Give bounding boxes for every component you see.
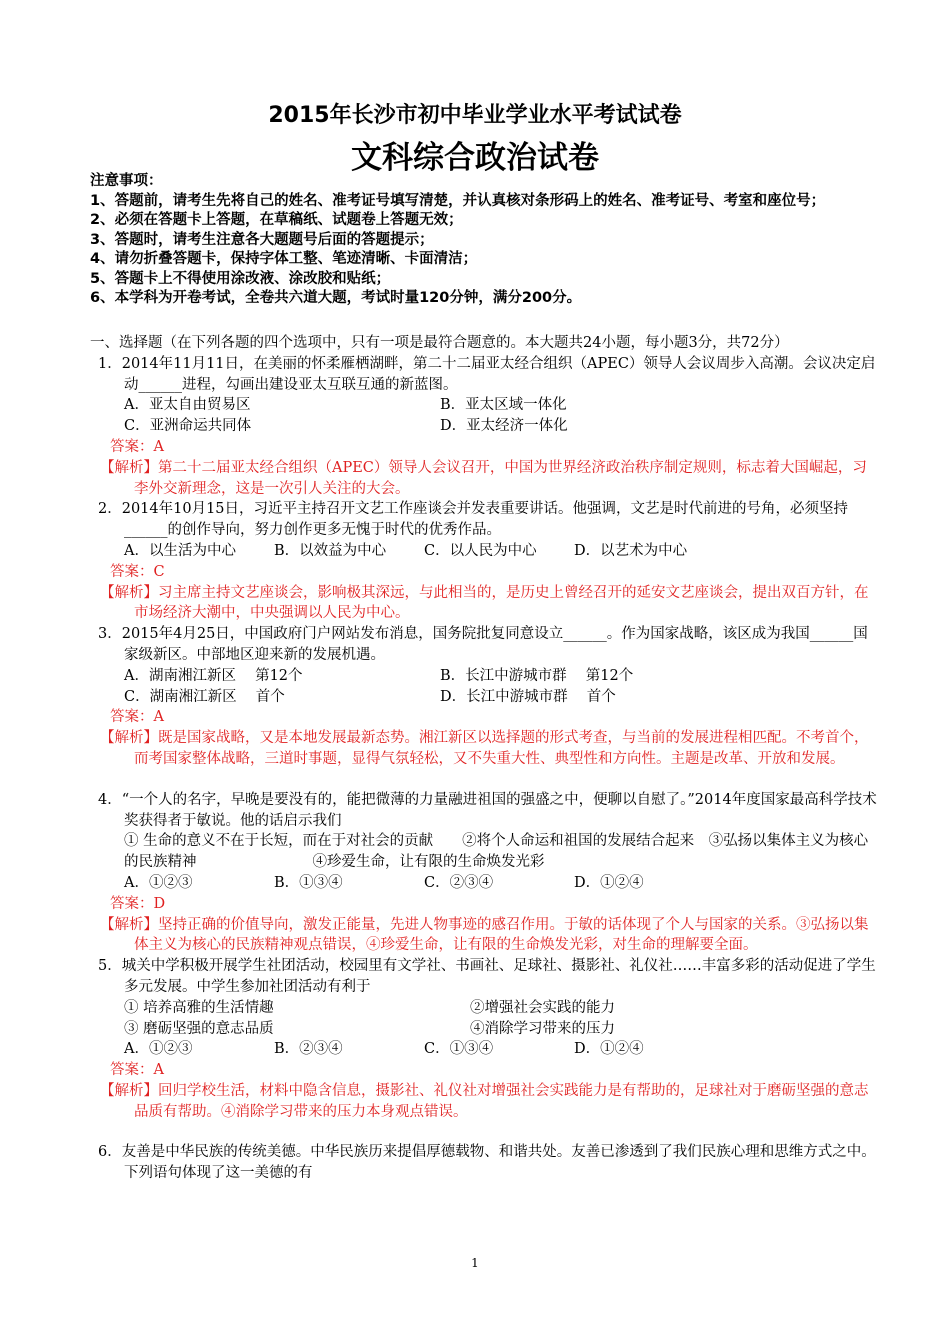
question-3-stem: 3．2015年4月25日，中国政府门户网站发布消息，国务院批复同意设立______。作为国家战略，该区成为我国______国家级新区。中部地区迎来新的发展机遇。 xyxy=(98,626,868,663)
option-a: A．以生活为中心 xyxy=(124,542,236,559)
question-3-options-row1 xyxy=(90,666,880,687)
question-2-options xyxy=(90,541,880,562)
option-b: B．②③④ xyxy=(274,1041,343,1058)
option-d: D．①②④ xyxy=(574,874,644,891)
question-4-answer: 答案：D xyxy=(110,895,166,912)
question-5-explanation: 【解析】回归学校生活，材料中隐含信息，摄影社、礼仪社对增强社会实践能力是有帮助的，足球社对于磨砺坚强的意志品质有帮助。④消除学习带来的压力本身观点错误。 xyxy=(100,1082,869,1120)
statement-2: ②增强社会实践的能力 xyxy=(470,999,615,1016)
option-c: C．以人民为中心 xyxy=(424,542,537,559)
option-a: A．亚太自由贸易区 xyxy=(124,397,251,414)
question-2-explanation: 【解析】习主席主持文艺座谈会，影响极其深远，与此相当的，是历史上曾经召开的延安文艺座谈会，提出双百方针，在市场经济大潮中，中央强调以人民为中心。 xyxy=(100,584,869,622)
option-c: C．亚洲命运共同体 xyxy=(124,418,252,435)
note-item: 5、答题卡上不得使用涂改液、涂改胶和贴纸； xyxy=(90,270,391,287)
note-item: 4、请勿折叠答题卡，保持字体工整、笔迹清晰、卡面清洁； xyxy=(90,251,478,267)
option-a: A．湖南湘江新区 第12个 xyxy=(124,667,303,684)
option-c: C．②③④ xyxy=(424,874,494,891)
option-a: A．①②③ xyxy=(124,874,193,891)
question-3-answer: 答案：A xyxy=(110,709,164,726)
question-4-explanation: 【解析】坚持正确的价值导向，激发正能量，先进人物事迹的感召作用。于敏的话体现了个人与国家的关系。③弘扬以集体主义为核心的民族精神观点错误，④珍爱生命，让有限的生命焕发光彩，对生命的理解要全面。 xyxy=(100,916,869,954)
question-3-options-row2 xyxy=(90,687,880,708)
question-5-stem: 5．城关中学积极开展学生社团活动，校园里有文学社、书画社、足球社、摄影社、礼仪社……丰富多彩的活动促进了学生多元发展。中学生参加社团活动有利于 xyxy=(98,958,876,995)
page-number: 1 xyxy=(471,1256,479,1270)
statement-4: ④消除学习带来的压力 xyxy=(470,1020,615,1037)
question-5-statements-row1 xyxy=(90,998,880,1019)
question-4-statements: ① 生命的意义不在于长短，而在于对社会的贡献 ②将个人命运和祖国的发展结合起来 ③弘扬以集体主义为核心的民族精神 ④珍爱生命，让有限的生命焕发光彩 xyxy=(124,833,869,871)
question-2-stem: 2．2014年10月15日，习近平主持召开文艺工作座谈会并发表重要讲话。他强调，文艺是时代前进的号角，必须坚持______的创作导向，努力创作更多无愧于时代的优秀作品。 xyxy=(98,501,849,539)
question-4-stem: 4．“一个人的名字，早晚是要没有的，能把微薄的力量融进祖国的强盛之中，便聊以自慰了。”2014年度国家最高科学技术奖获得者于敏说。他的话启示我们 xyxy=(98,791,877,829)
note-item: 2、必须在答题卡上答题，在草稿纸、试题卷上答题无效； xyxy=(90,212,463,228)
option-d: D．亚太经济一体化 xyxy=(440,418,568,435)
section-heading: 一、选择题（在下列各题的四个选项中，只有一项是最符合题意的。本大题共24小题，每小题3分，共72分） xyxy=(90,335,789,351)
question-1-explanation: 【解析】第二十二届亚太经合组织（APEC）领导人会议召开，中国为世界经济政治秩序制定规则，标志着大国崛起，习李外交新理念，这是一次引人关注的大会。 xyxy=(100,459,867,497)
question-5-answer: 答案：A xyxy=(110,1062,164,1079)
option-c: C．①③④ xyxy=(424,1041,494,1058)
question-3-explanation: 【解析】既是国家战略，又是本地发展最新态势。湘江新区以选择题的形式考查，与当前的发展进程相匹配。不考首个，而考国家整体战略，三道时事题，显得气氛轻松，又不失重大性、典型性和方向性。主题是改革、开放和发展。 xyxy=(100,730,869,767)
statement-1: ① 培养高雅的生活情趣 xyxy=(124,999,274,1016)
statement-3: ③ 磨砺坚强的意志品质 xyxy=(124,1020,274,1037)
note-item: 3、答题时，请考生注意各大题题号后面的答题提示； xyxy=(90,231,434,248)
notes-heading: 注意事项： xyxy=(90,173,163,189)
option-b: B．亚太区域一体化 xyxy=(440,397,567,414)
note-item: 6、本学科为开卷考试，全卷共六道大题，考试时量120分钟，满分200分。 xyxy=(90,290,582,306)
note-item: 1、答题前，请考生先将自己的姓名、准考证号填写清楚，并认真核对条形码上的姓名、准考证号、考室和座位号； xyxy=(90,192,826,209)
questions-body xyxy=(90,333,880,1184)
option-b: B．长江中游城市群 第12个 xyxy=(440,667,634,684)
question-5-options xyxy=(90,1039,880,1060)
exam-subtitle: 文科综合政治试卷 xyxy=(351,140,599,176)
question-1-stem: 1．2014年11月11日，在美丽的怀柔雁栖湖畔，第二十二届亚太经合组织（APEC）领导人会议周步入高潮。会议决定启动______进程，勾画出建设亚太互联互通的新蓝图。 xyxy=(98,355,876,393)
question-1-options-row1 xyxy=(90,395,880,416)
option-d: D．长江中游城市群 首个 xyxy=(440,688,616,705)
exam-title: 2015年长沙市初中毕业学业水平考试试卷 xyxy=(268,103,682,128)
option-b: B．①③④ xyxy=(274,874,343,891)
question-2-answer: 答案：C xyxy=(110,563,165,580)
question-1-options-row2 xyxy=(90,416,880,437)
option-b: B．以效益为中心 xyxy=(274,542,387,559)
notes-section xyxy=(90,172,890,309)
question-6-stem: 6．友善是中华民族的传统美德。中华民族历来提倡厚德载物、和谐共处。友善已渗透到了我们民族心理和思维方式之中。下列语句体现了这一美德的有 xyxy=(98,1144,876,1182)
option-d: D．以艺术为中心 xyxy=(574,542,688,559)
option-a: A．①②③ xyxy=(124,1041,193,1058)
question-4-options xyxy=(90,873,880,894)
option-d: D．①②④ xyxy=(574,1041,644,1058)
question-1-answer: 答案：A xyxy=(110,438,164,455)
question-5-statements-row2 xyxy=(90,1019,880,1040)
option-c: C．湖南湘江新区 首个 xyxy=(124,688,285,705)
